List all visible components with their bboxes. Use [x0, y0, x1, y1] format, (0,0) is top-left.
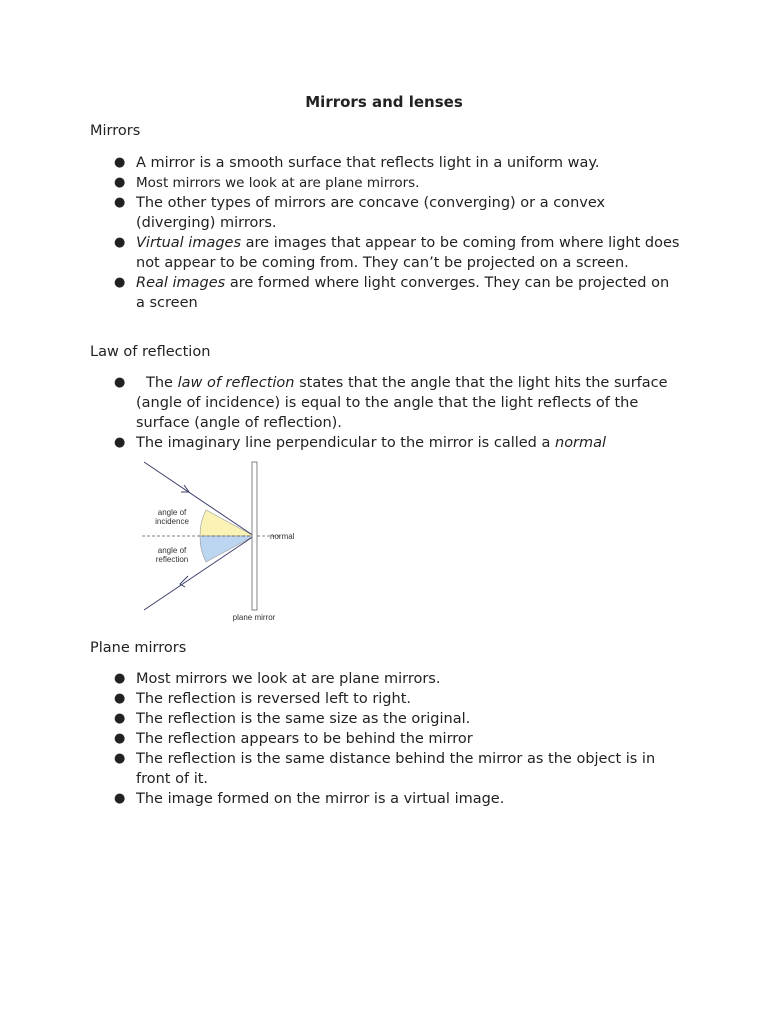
- reflection-diagram: [140, 458, 320, 624]
- label-angle-of-incidence-2: incidence: [155, 517, 189, 526]
- label-angle-of-reflection-1: angle of: [157, 546, 187, 555]
- list-item: [0, 689, 681, 709]
- list-item-text: The other types of mirrors are concave (converging) or a convex (diverging) mirrors.: [136, 195, 606, 231]
- term-real-images: Real images: [136, 275, 226, 291]
- bullet-icon: ●: [114, 275, 126, 290]
- label-angle-of-reflection-2: reflection: [155, 555, 189, 564]
- term-law-of-reflection: law of reflection: [177, 375, 295, 391]
- plane-mirror-shape: [252, 462, 257, 610]
- plane-mirrors-bullet-list: [0, 669, 768, 809]
- list-item-text: A mirror is a smooth surface that reflects light in a uniform way.: [136, 155, 600, 171]
- section-heading-mirrors: Mirrors: [90, 123, 141, 139]
- term-virtual-images: Virtual images: [136, 235, 242, 251]
- list-item-text: The: [146, 375, 178, 391]
- reflection-diagram-svg: [140, 458, 320, 624]
- list-item: [0, 749, 681, 789]
- list-item-text: are images that appear to be coming from where light does not appear to be coming from. They can’t be projected on a screen.: [136, 235, 680, 271]
- angle-of-reflection-wedge: [200, 536, 254, 562]
- bullet-icon: ●: [114, 175, 126, 190]
- section-heading-plane-mirrors: Plane mirrors: [90, 640, 187, 656]
- bullet-icon: ●: [114, 375, 126, 390]
- bullet-icon: ●: [114, 195, 126, 210]
- list-item-text: Most mirrors we look at are plane mirrors.: [136, 175, 420, 191]
- bullet-icon: ●: [114, 235, 126, 250]
- term-normal: normal: [555, 435, 607, 451]
- list-item: [0, 669, 681, 689]
- bullet-icon: ●: [114, 751, 126, 766]
- angle-of-incidence-wedge: [200, 510, 254, 536]
- bullet-icon: ●: [114, 691, 126, 706]
- list-item: [0, 153, 681, 173]
- list-item: [0, 789, 681, 809]
- list-item-text: The reflection is the same size as the original.: [136, 711, 471, 727]
- list-item: [0, 433, 681, 453]
- label-normal: normal: [270, 532, 295, 541]
- bullet-icon: ●: [114, 435, 126, 450]
- list-item-text: The reflection is reversed left to right.: [136, 691, 411, 707]
- page-title: Mirrors and lenses: [305, 93, 463, 111]
- list-item: [0, 729, 681, 749]
- list-item-text: The image formed on the mirror is a virtual image.: [136, 791, 505, 807]
- list-item-text: The imaginary line perpendicular to the mirror is called a: [136, 435, 555, 451]
- law-of-reflection-bullet-list: [0, 373, 768, 453]
- list-item-text: The reflection is the same distance behind the mirror as the object is in front of it.: [136, 751, 656, 787]
- list-item-text: Most mirrors we look at are plane mirrors.: [136, 671, 441, 687]
- list-item-text: states that the angle that the light hits the surface (angle of incidence) is equal to the angle that the light reflects of the surface (angle of reflection).: [136, 375, 668, 431]
- list-item: [0, 373, 681, 433]
- list-item: [0, 173, 681, 193]
- bullet-icon: ●: [114, 731, 126, 746]
- mirrors-bullet-list: [0, 153, 768, 313]
- section-heading-law-of-reflection: Law of reflection: [90, 344, 211, 360]
- incident-ray-arrow-icon: [181, 485, 189, 492]
- label-plane-mirror: plane mirror: [232, 613, 276, 622]
- list-item: [0, 193, 681, 233]
- bullet-icon: ●: [114, 791, 126, 806]
- list-item: [0, 709, 681, 729]
- list-item: [0, 273, 681, 313]
- bullet-icon: ●: [114, 671, 126, 686]
- list-item-text: are formed where light converges. They can be projected on a screen: [136, 275, 670, 311]
- bullet-icon: ●: [114, 711, 126, 726]
- bullet-icon: ●: [114, 155, 126, 170]
- list-item: [0, 233, 681, 273]
- label-angle-of-incidence-1: angle of: [157, 508, 187, 517]
- list-item-text: The reflection appears to be behind the mirror: [136, 731, 473, 747]
